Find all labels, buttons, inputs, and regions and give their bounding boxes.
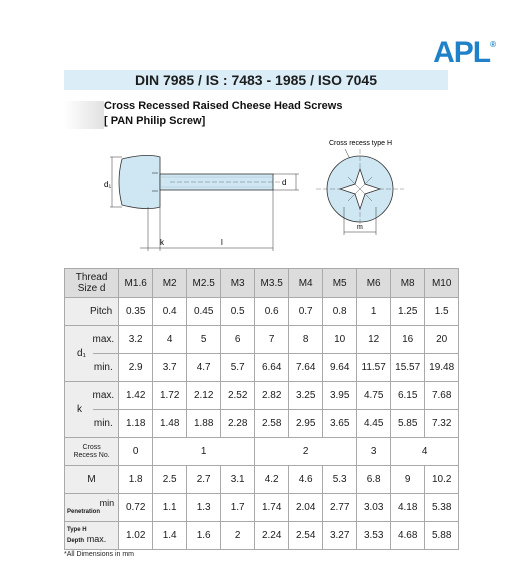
table-cell: 0.35 (119, 298, 153, 326)
table-cell: 5.85 (391, 410, 425, 438)
k-max-row (65, 382, 459, 410)
penetration-max-row (65, 522, 459, 550)
penetration-min-label: min Penetration (65, 494, 119, 522)
thread-size-header: Thread Size d (65, 269, 119, 298)
table-cell: 5.3 (323, 466, 357, 494)
table-cell: 2.58 (255, 410, 289, 438)
header-row (65, 269, 459, 298)
table-cell: 4 (391, 438, 459, 466)
table-cell: 2 (221, 522, 255, 550)
size-cell: M5 (323, 269, 357, 298)
table-cell: 5.38 (425, 494, 459, 522)
table-cell: 6.15 (391, 382, 425, 410)
penetration-max-label: Type H Depth max. (65, 522, 119, 550)
table-cell: 4.18 (391, 494, 425, 522)
table-cell: 0.5 (221, 298, 255, 326)
table-cell: 2.12 (187, 382, 221, 410)
table-cell: 2 (255, 438, 357, 466)
table-cell: 3.53 (357, 522, 391, 550)
product-title (104, 99, 342, 129)
table-cell: 2.77 (323, 494, 357, 522)
table-cell: 4.6 (289, 466, 323, 494)
size-cell: M8 (391, 269, 425, 298)
table-cell: 2.95 (289, 410, 323, 438)
penetration-min-row (65, 494, 459, 522)
table-cell: 10.2 (425, 466, 459, 494)
table-cell: 19.48 (425, 354, 459, 382)
size-cell: M3.5 (255, 269, 289, 298)
table-cell: 6.64 (255, 354, 289, 382)
table-cell: 5 (187, 326, 221, 354)
size-cell: M4 (289, 269, 323, 298)
screw-head (119, 155, 160, 208)
table-cell: 3.25 (289, 382, 323, 410)
recess-label: Cross Recess No. (65, 438, 119, 466)
recess-caption: Cross recess type H (329, 140, 393, 147)
table-cell: 0.8 (323, 298, 357, 326)
table-cell: 3.2 (119, 326, 153, 354)
dimension-table (64, 268, 459, 550)
max-label: max. (93, 326, 119, 354)
table-cell: 5.88 (425, 522, 459, 550)
pitch-row (65, 298, 459, 326)
table-cell: 3.27 (323, 522, 357, 550)
d1-min-row (65, 354, 459, 382)
table-cell: 1.74 (255, 494, 289, 522)
table-cell: 2.54 (289, 522, 323, 550)
m-label: M (65, 466, 119, 494)
table-cell: 16 (391, 326, 425, 354)
table-cell: 4.68 (391, 522, 425, 550)
table-cell: 9.64 (323, 354, 357, 382)
k-label: k (65, 382, 93, 438)
table-cell: 0.6 (255, 298, 289, 326)
d1-label: d₁ (65, 326, 93, 382)
table-cell: 0.7 (289, 298, 323, 326)
table-cell: 3.03 (357, 494, 391, 522)
table-cell: 5.7 (221, 354, 255, 382)
table-cell: 4.2 (255, 466, 289, 494)
table-cell: 0.72 (119, 494, 153, 522)
table-cell: 8 (289, 326, 323, 354)
table-cell: 6.8 (357, 466, 391, 494)
table-cell: 1.72 (153, 382, 187, 410)
size-cell: M10 (425, 269, 459, 298)
max-label: max. (93, 382, 119, 410)
table-cell: 2.5 (153, 466, 187, 494)
table-cell: 7.64 (289, 354, 323, 382)
table-cell: 4.45 (357, 410, 391, 438)
table-cell: 7.68 (425, 382, 459, 410)
table-cell: 1.8 (119, 466, 153, 494)
min-label: min. (93, 354, 119, 382)
table-cell: 4.7 (187, 354, 221, 382)
table-cell: 7.32 (425, 410, 459, 438)
table-cell: 4.75 (357, 382, 391, 410)
table-cell: 2.9 (119, 354, 153, 382)
table-cell: 1.7 (221, 494, 255, 522)
subtitle-band (64, 101, 104, 129)
table-cell: 1.25 (391, 298, 425, 326)
table-cell: 1.5 (425, 298, 459, 326)
table-cell: 1.02 (119, 522, 153, 550)
table-cell: 2.24 (255, 522, 289, 550)
label-k: k (160, 238, 164, 247)
product-alt-name: [ PAN Philip Screw] (104, 115, 206, 127)
table-cell: 0 (119, 438, 153, 466)
table-cell: 1.4 (153, 522, 187, 550)
table-cell: 1.42 (119, 382, 153, 410)
table-cell: 7 (255, 326, 289, 354)
table-cell: 1.6 (187, 522, 221, 550)
label-d: d (282, 178, 287, 187)
table-cell: 4 (153, 326, 187, 354)
d1-max-row (65, 326, 459, 354)
table-cell: 15.57 (391, 354, 425, 382)
pitch-label: Pitch (65, 298, 119, 326)
dimensions-footnote: *All Dimensions in mm (64, 551, 135, 558)
table-cell: 9 (391, 466, 425, 494)
size-cell: M1.6 (119, 269, 153, 298)
table-cell: 2.7 (187, 466, 221, 494)
table-cell: 3.7 (153, 354, 187, 382)
size-cell: M2.5 (187, 269, 221, 298)
recess-row (65, 438, 459, 466)
table-cell: 2.04 (289, 494, 323, 522)
table-cell: 12 (357, 326, 391, 354)
table-cell: 3.1 (221, 466, 255, 494)
table-cell: 11.57 (357, 354, 391, 382)
table-cell: 1 (357, 298, 391, 326)
table-cell: 2.52 (221, 382, 255, 410)
table-cell: 3 (357, 438, 391, 466)
size-cell: M3 (221, 269, 255, 298)
size-cell: M2 (153, 269, 187, 298)
table-cell: 1.18 (119, 410, 153, 438)
table-cell: 0.4 (153, 298, 187, 326)
label-m: m (357, 224, 363, 231)
table-cell: 3.65 (323, 410, 357, 438)
standard-title: DIN 7985 / IS : 7483 - 1985 / ISO 7045 (134, 72, 378, 88)
label-l: l (221, 238, 223, 247)
screw-drawing (100, 135, 420, 260)
label-d1: d₁ (104, 180, 112, 189)
table-cell: 6 (221, 326, 255, 354)
size-cell: M6 (357, 269, 391, 298)
table-cell: 1 (153, 438, 255, 466)
table-cell: 1.1 (153, 494, 187, 522)
table-cell: 1.48 (153, 410, 187, 438)
table-cell: 20 (425, 326, 459, 354)
table-cell: 2.28 (221, 410, 255, 438)
table-cell: 2.82 (255, 382, 289, 410)
table-cell: 1.3 (187, 494, 221, 522)
k-min-row (65, 410, 459, 438)
m-row (65, 466, 459, 494)
table-cell: 10 (323, 326, 357, 354)
product-name: Cross Recessed Raised Cheese Head Screws (104, 100, 343, 112)
table-cell: 0.45 (187, 298, 221, 326)
min-label: min. (93, 410, 119, 438)
table-cell: 1.88 (187, 410, 221, 438)
apl-logo: APL® (433, 36, 495, 69)
table-cell: 3.95 (323, 382, 357, 410)
